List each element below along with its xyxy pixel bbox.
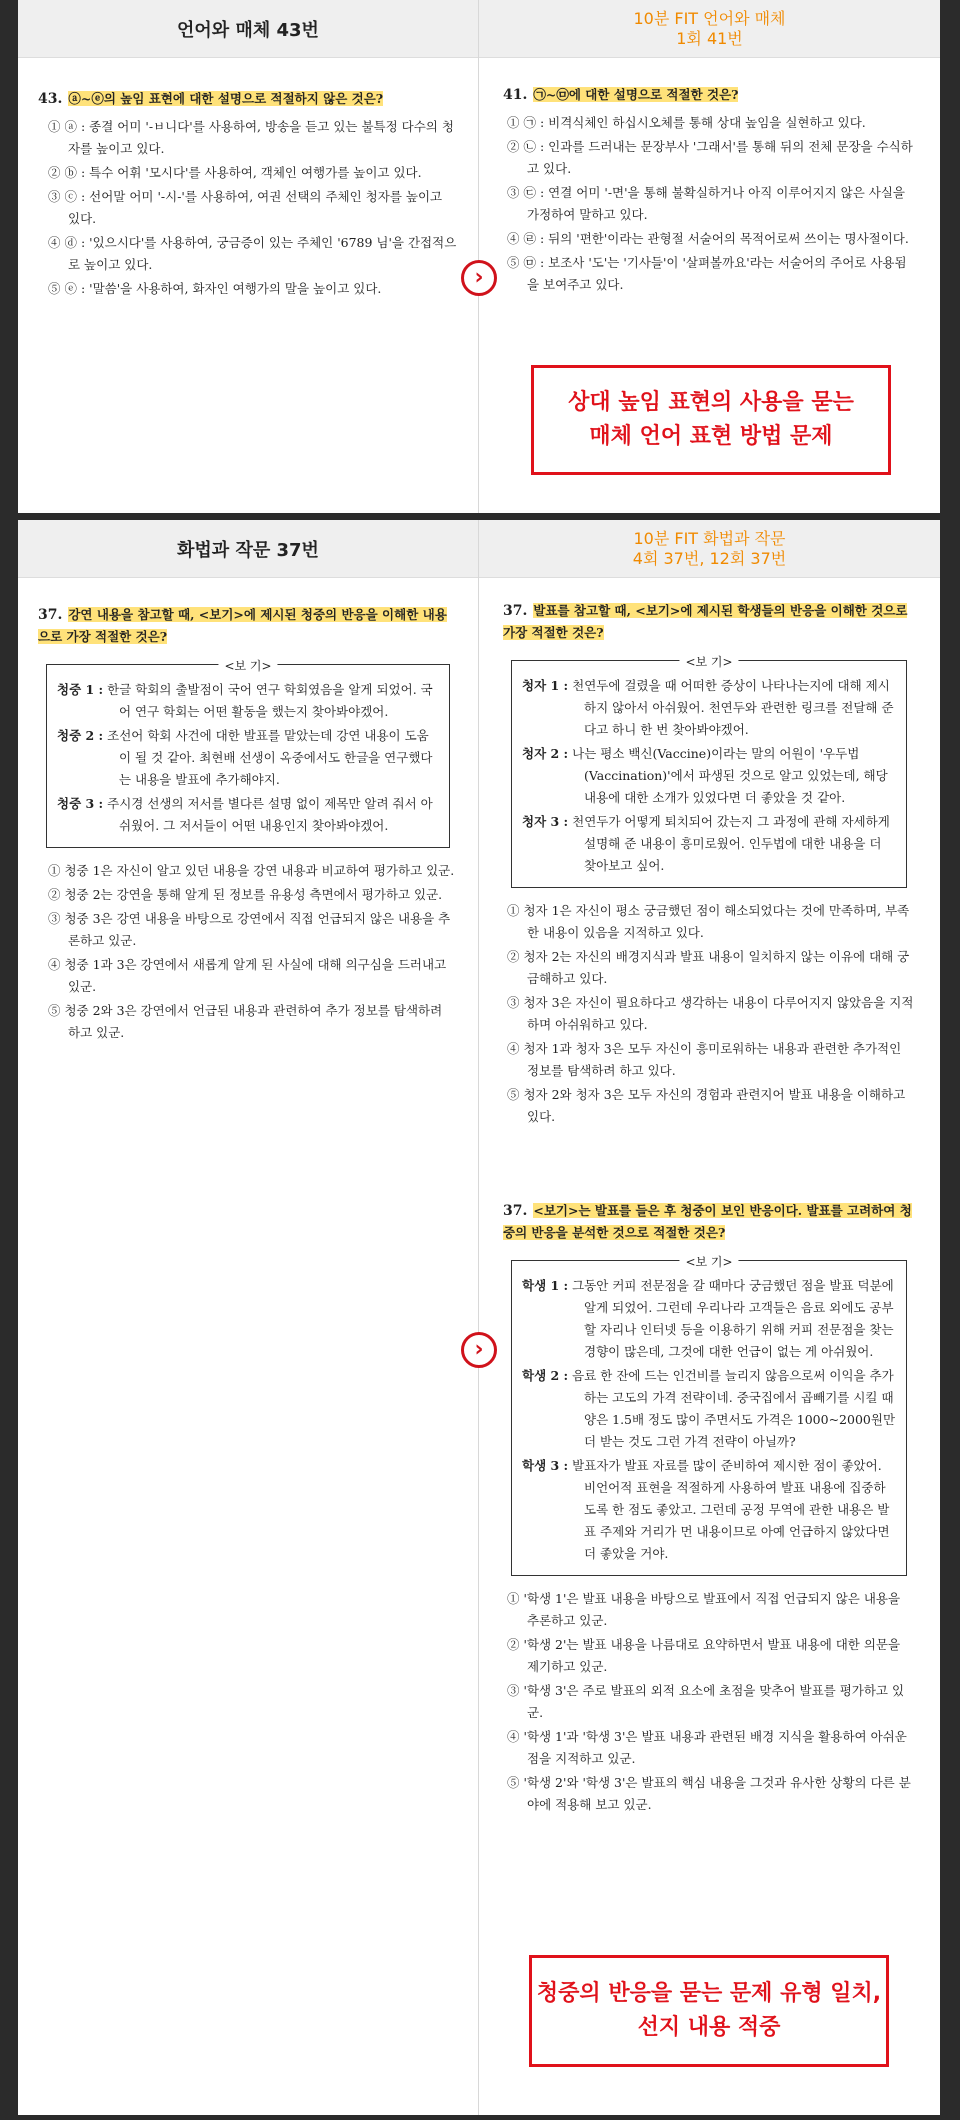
bogi-item bbox=[57, 793, 439, 837]
option: ③ ㉢ : 연결 어미 '-면'을 통해 불확실하거나 아직 이루어지지 않은 사실을 가정하여 말하고 있다. bbox=[507, 185, 905, 222]
option: ① '학생 1'은 발표 내용을 바탕으로 발표에서 직접 언급되지 않은 내용을 추론하고 있군. bbox=[507, 1591, 901, 1628]
left-column bbox=[18, 520, 479, 2115]
speaker-label: 청자 3 : bbox=[522, 814, 569, 829]
question-text: <보기>는 발표를 들은 후 청중이 보인 반응이다. 발표를 고려하여 청중의 반응을 분석한 것으로 적절한 것은? bbox=[503, 1203, 912, 1240]
option: ④ '학생 1'과 '학생 3'은 발표 내용과 관련된 배경 지식을 활용하여 아쉬운 점을 지적하고 있군. bbox=[507, 1729, 907, 1766]
right-header-line1: 10분 FIT 언어와 매체 bbox=[633, 8, 786, 28]
option: ② ㉡ : 인과를 드러내는 문장부사 '그래서'를 통해 뒤의 전체 문장을 수식하고 있다. bbox=[507, 139, 913, 176]
question-text: 강연 내용을 참고할 때, <보기>에 제시된 청중의 반응을 이해한 내용으로 가장 적절한 것은? bbox=[38, 607, 447, 644]
option: ⑤ ㉤ : 보조사 '도'는 '기사들'이 '살펴볼까요'라는 서술어의 주어로 사용됨을 보여주고 있다. bbox=[507, 255, 907, 292]
right-header-line2: 1회 41번 bbox=[676, 28, 743, 48]
callout-line1: 청중의 반응을 묻는 문제 유형 일치, bbox=[536, 1981, 882, 2006]
right-column bbox=[479, 0, 940, 513]
option: ③ 청중 3은 강연 내용을 바탕으로 강연에서 직접 언급되지 않은 내용을 추론하고 있군. bbox=[48, 911, 451, 948]
question-number: 37. bbox=[503, 603, 528, 619]
speaker-label: 청중 3 : bbox=[57, 796, 104, 811]
speaker-label: 학생 3 : bbox=[522, 1458, 569, 1473]
callout-box bbox=[531, 365, 891, 475]
bogi-box bbox=[511, 655, 907, 888]
question-text: 발표를 참고할 때, <보기>에 제시된 학생들의 반응을 이해한 것으로 가장 적절한 것은? bbox=[503, 603, 908, 640]
bogi-label: <보 기> bbox=[218, 655, 277, 677]
question-block bbox=[38, 604, 458, 1044]
arrow-right-icon: › bbox=[461, 260, 497, 296]
question-block-2 bbox=[503, 1200, 915, 1816]
speaker-label: 학생 2 : bbox=[522, 1368, 569, 1383]
arrow-right-icon: › bbox=[461, 1332, 497, 1368]
options-list bbox=[503, 112, 915, 296]
option: ⑤ ⓔ : '말씀'을 사용하여, 화자인 여행가의 말을 높이고 있다. bbox=[48, 281, 382, 296]
right-header-line1: 10분 FIT 화법과 작문 bbox=[633, 528, 786, 548]
option: ④ ⓓ : '있으시다'를 사용하여, 궁금증이 있는 주체인 '6789 님'을 간접적으로 높이고 있다. bbox=[48, 235, 457, 272]
speaker-text: 천연두가 어떻게 퇴치되어 갔는지 그 과정에 관해 자세하게 설명해 준 내용이 흥미로웠어. 인두법에 대한 내용을 더 찾아보고 싶어. bbox=[572, 814, 890, 873]
question-stem bbox=[503, 600, 915, 644]
right-header-line2: 4회 37번, 12회 37번 bbox=[632, 548, 787, 568]
option: ④ 청중 1과 3은 강연에서 새롭게 알게 된 사실에 대해 의구심을 드러내고 있군. bbox=[48, 957, 447, 994]
question-text: ㉠~㉤에 대한 설명으로 적절한 것은? bbox=[533, 87, 739, 102]
callout-line2: 매체 언어 표현 방법 문제 bbox=[589, 424, 833, 449]
speaker-text: 한글 학회의 출발점이 국어 연구 학회였음을 알게 되었어. 국어 연구 학회는 어떤 활동을 했는지 찾아봐야겠어. bbox=[107, 682, 433, 719]
option: ② '학생 2'는 발표 내용을 나름대로 요약하면서 발표 내용에 대한 의문을 제기하고 있군. bbox=[507, 1637, 901, 1674]
question-block bbox=[503, 84, 915, 296]
question-number: 37. bbox=[38, 607, 63, 623]
callout-box bbox=[529, 1955, 889, 2067]
options-list bbox=[38, 860, 458, 1044]
comparison-section-2 bbox=[18, 520, 940, 2115]
speaker-text: 나는 평소 백신(Vaccine)이라는 말의 어원이 '우두법(Vaccination)'에서 파생된 것으로 알고 있었는데, 해당 내용에 대한 소개가 있었다면 더 좋았을 것 같아. bbox=[572, 746, 888, 805]
question-number: 43. bbox=[38, 91, 63, 107]
bogi-box bbox=[46, 659, 450, 848]
option: ⑤ '학생 2'와 '학생 3'은 발표의 핵심 내용을 그것과 유사한 상황의 다른 분야에 적용해 보고 있군. bbox=[507, 1775, 911, 1812]
option: ① ㉠ : 비격식체인 하십시오체를 통해 상대 높임을 실현하고 있다. bbox=[507, 115, 866, 130]
options-list bbox=[503, 1588, 915, 1816]
option: ③ '학생 3'은 주로 발표의 외적 요소에 초점을 맞추어 발표를 평가하고 있군. bbox=[507, 1683, 905, 1720]
left-header: 화법과 작문 37번 bbox=[18, 520, 478, 578]
bogi-label: <보 기> bbox=[679, 651, 738, 673]
speaker-text: 조선어 학회 사건에 대한 발표를 맡았는데 강연 내용이 도움이 될 것 같아. 최현배 선생이 옥중에서도 한글을 연구했다는 내용을 발표에 추가해야지. bbox=[107, 728, 433, 787]
option: ④ 청자 1과 청자 3은 모두 자신이 흥미로워하는 내용과 관련한 추가적인 정보를 탐색하려 하고 있다. bbox=[507, 1041, 902, 1078]
option: ⑤ 청중 2와 3은 강연에서 언급된 내용과 관련하여 추가 정보를 탐색하려 하고 있군. bbox=[48, 1003, 443, 1040]
bogi-item bbox=[522, 675, 896, 741]
question-block bbox=[503, 600, 915, 1128]
speaker-text: 음료 한 잔에 드는 인건비를 늘리지 않음으로써 이익을 추가하는 고도의 가격 전략이네. 중국집에서 곱빼기를 시킬 때 양은 1.5배 정도 많이 주면서도 가격은 1000~2000원만 더 받는 것도 그런 가격 전략이 아닐까? bbox=[572, 1368, 896, 1449]
left-header: 언어와 매체 43번 bbox=[18, 0, 478, 58]
speaker-text: 천연두에 걸렸을 때 어떠한 증상이 나타나는지에 대해 제시하지 않아서 아쉬웠어. 천연두와 관련한 링크를 전달해 준다고 하니 한 번 찾아봐야겠어. bbox=[572, 678, 894, 737]
option: ⑤ 청자 2와 청자 3은 모두 자신의 경험과 관련지어 발표 내용을 이해하고 있다. bbox=[507, 1087, 906, 1124]
question-stem bbox=[38, 604, 458, 648]
option: ① 청중 1은 자신이 알고 있던 내용을 강연 내용과 비교하여 평가하고 있군. bbox=[48, 863, 455, 878]
option: ③ ⓒ : 선어말 어미 '-시-'를 사용하여, 여권 선택의 주체인 청자를 높이고 있다. bbox=[48, 189, 443, 226]
option: ④ ㉣ : 뒤의 '편한'이라는 관형절 서술어의 목적어로써 쓰이는 명사절이다. bbox=[507, 231, 909, 246]
speaker-label: 청중 1 : bbox=[57, 682, 104, 697]
option: ② ⓑ : 특수 어휘 '모시다'를 사용하여, 객체인 여행가를 높이고 있다. bbox=[48, 165, 422, 180]
option: ② 청자 2는 자신의 배경지식과 발표 내용이 일치하지 않는 이유에 대해 궁금해하고 있다. bbox=[507, 949, 910, 986]
bogi-item bbox=[522, 743, 896, 809]
bogi-item bbox=[522, 1275, 896, 1363]
bogi-item bbox=[522, 1455, 896, 1565]
bogi-box bbox=[511, 1255, 907, 1576]
question-block bbox=[38, 88, 458, 300]
callout-line2: 선지 내용 적중 bbox=[637, 2015, 781, 2040]
speaker-label: 청자 2 : bbox=[522, 746, 569, 761]
question-stem bbox=[503, 1200, 915, 1244]
speaker-text: 그동안 커피 전문점을 갈 때마다 궁금했던 점을 발표 덕분에 알게 되었어. 그런데 우리나라 고객들은 음료 외에도 공부할 자리나 인터넷 등을 이용하기 위해 커피 전문점을 찾는 경향이 많은데, 그것에 대한 언급이 없는 게 아쉬웠어. bbox=[572, 1278, 894, 1359]
option: ② 청중 2는 강연을 통해 알게 된 정보를 유용성 측면에서 평가하고 있군. bbox=[48, 887, 443, 902]
question-stem bbox=[503, 84, 915, 106]
left-column bbox=[18, 0, 479, 513]
right-header bbox=[479, 0, 940, 58]
question-number: 41. bbox=[503, 87, 528, 103]
right-header bbox=[479, 520, 940, 578]
speaker-label: 청자 1 : bbox=[522, 678, 569, 693]
speaker-text: 발표자가 발표 자료를 많이 준비하여 제시한 점이 좋았어. 비언어적 표현을 적절하게 사용하여 발표 내용에 집중하도록 한 점도 좋았고. 그런데 공정 무역에 관한 내용은 발표 주제와 거리가 먼 내용이므로 아예 언급하지 않았다면 더 좋았을 거야. bbox=[572, 1458, 890, 1561]
options-list bbox=[38, 116, 458, 300]
speaker-label: 학생 1 : bbox=[522, 1278, 569, 1293]
comparison-section-1 bbox=[18, 0, 940, 513]
question-stem bbox=[38, 88, 458, 110]
option: ① ⓐ : 종결 어미 '-ㅂ니다'를 사용하여, 방송을 듣고 있는 불특정 다수의 청자를 높이고 있다. bbox=[48, 119, 454, 156]
bogi-item bbox=[522, 811, 896, 877]
option: ③ 청자 3은 자신이 필요하다고 생각하는 내용이 다루어지지 않았음을 지적하며 아쉬워하고 있다. bbox=[507, 995, 914, 1032]
question-number: 37. bbox=[503, 1203, 528, 1219]
option: ① 청자 1은 자신이 평소 궁금했던 점이 해소되었다는 것에 만족하며, 부족한 내용이 있음을 지적하고 있다. bbox=[507, 903, 910, 940]
bogi-label: <보 기> bbox=[679, 1251, 738, 1273]
callout-line1: 상대 높임 표현의 사용을 묻는 bbox=[568, 390, 854, 415]
right-column bbox=[479, 520, 940, 2115]
bogi-item bbox=[57, 725, 439, 791]
bogi-item bbox=[522, 1365, 896, 1453]
bogi-item bbox=[57, 679, 439, 723]
question-text: ⓐ~ⓔ의 높임 표현에 대한 설명으로 적절하지 않은 것은? bbox=[68, 91, 384, 106]
speaker-label: 청중 2 : bbox=[57, 728, 104, 743]
options-list bbox=[503, 900, 915, 1128]
speaker-text: 주시경 선생의 저서를 별다른 설명 없이 제목만 알려 줘서 아쉬웠어. 그 저서들이 어떤 내용인지 찾아봐야겠어. bbox=[107, 796, 433, 833]
